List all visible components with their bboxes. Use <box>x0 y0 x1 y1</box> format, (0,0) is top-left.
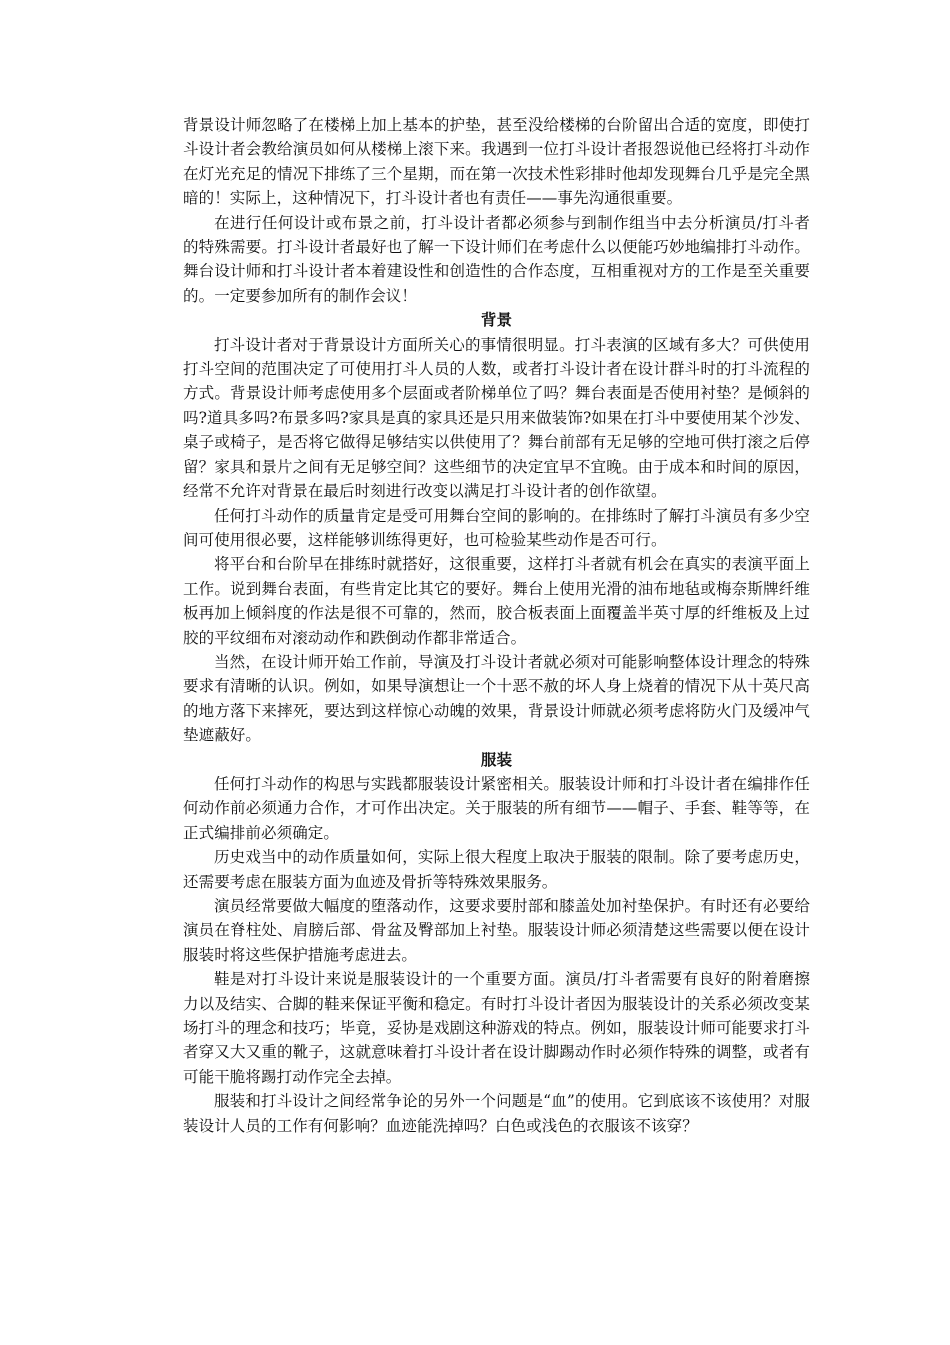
paragraph-costume-4: 鞋是对打斗设计来说是服装设计的一个重要方面。演员/打斗者需要有良好的附着磨擦力以及结实、合脚的鞋来保证平衡和稳定。有时打斗设计者因为服装设计的关系必须改变某场打斗的理念和技巧；毕竟，妥协是戏剧这种游戏的特点。例如，服装设计师可能要求打斗者穿又大又重的靴子，这就意味着打斗设计者在设计脚踢动作时必须作特殊的调整，或者有可能干脆将踢打动作完全去掉。 <box>183 970 810 1086</box>
paragraph-costume-3: 演员经常要做大幅度的堕落动作，这要求要肘部和膝盖处加衬垫保护。有时还有必要给演员在脊柱处、肩膀后部、骨盆及臀部加上衬垫。服装设计师必须清楚这些需要以便在设计服装时将这些保护措施考虑进去。 <box>183 897 810 964</box>
section-heading-costume: 服装 <box>480 750 513 769</box>
paragraph-costume-2: 历史戏当中的动作质量如何，实际上很大程度上取决于服装的限制。除了要考虑历史，还需要考虑在服装方面为血迹及骨折等特殊效果服务。 <box>183 848 810 891</box>
paragraph-background-1: 打斗设计者对于背景设计方面所关心的事情很明显。打斗表演的区域有多大？可供使用打斗空间的范围决定了可使用打斗人员的人数，或者打斗设计者在设计群斗时的打斗流程的方式。背景设计师考虑使用多个层面或者阶梯单位了吗？舞台表面是否使用衬垫？是倾斜的吗?道具多吗?布景多吗?家具是真的家具还是只用来做装饰?如果在打斗中要使用某个沙发、桌子或椅子，是否将它做得足够结实以供使用了？舞台前部有无足够的空地可供打滚之后停留？家具和景片之间有无足够空间？这些细节的决定宜早不宜晚。由于成本和时间的原因，经常不允许对背景在最后时刻进行改变以满足打斗设计者的创作欲望。 <box>183 335 810 501</box>
section-heading-background: 背景 <box>480 311 513 330</box>
paragraph-costume-5: 服装和打斗设计之间经常争论的另外一个问题是“血”的使用。它到底该不该使用？对服装设计人员的工作有何影响？血迹能洗掉吗？白色或浅色的衣服该不该穿？ <box>183 1092 810 1135</box>
paragraph-background-2: 任何打斗动作的质量肯定是受可用舞台空间的影响的。在排练时了解打斗演员有多少空间可使用很必要，这样能够训练得更好，也可检验某些动作是否可行。 <box>183 506 810 549</box>
paragraph-intro-2: 在进行任何设计或布景之前，打斗设计者都必须参与到制作组当中去分析演员/打斗者的特殊需要。打斗设计者最好也了解一下设计师们在考虑什么以便能巧妙地编排打斗动作。舞台设计师和打斗设计者本着建设性和创造性的合作态度，互相重视对方的工作是至关重要的。一定要参加所有的制作会议！ <box>183 213 810 305</box>
paragraph-costume-1: 任何打斗动作的构思与实践都服装设计紧密相关。服装设计师和打斗设计者在编排作任何动作前必须通力合作，才可作出决定。关于服装的所有细节——帽子、手套、鞋等等，在正式编排前必须确定。 <box>183 774 810 842</box>
document-body <box>183 113 810 1138</box>
paragraph-background-3: 将平台和台阶早在排练时就搭好，这很重要，这样打斗者就有机会在真实的表演平面上工作。说到舞台表面，有些肯定比其它的要好。舞台上使用光滑的油布地毡或梅奈斯牌纤维板再加上倾斜度的作法是很不可靠的，然而，胶合板表面上面覆盖半英寸厚的纤维板及上过胶的平纹细布对滚动动作和跌倒动作都非常适合。 <box>183 555 810 647</box>
paragraph-intro-1: 背景设计师忽略了在楼梯上加上基本的护垫，甚至没给楼梯的台阶留出合适的宽度，即使打斗设计者会教给演员如何从楼梯上滚下来。我遇到一位打斗设计者报怨说他已经将打斗动作在灯光充足的情况下排练了三个星期，而在第一次技术性彩排时他却发现舞台几乎是完全黑暗的！实际上，这种情况下，打斗设计者也有责任——事先沟通很重要。 <box>183 116 810 208</box>
paragraph-background-4: 当然，在设计师开始工作前，导演及打斗设计者就必须对可能影响整体设计理念的特殊要求有清晰的认识。例如，如果导演想让一个十恶不赦的坏人身上烧着的情况下从十英尺高的地方落下来摔死，要达到这样惊心动魄的效果，背景设计师就必须考虑将防火门及缓冲气垫遮蔽好。 <box>183 652 810 745</box>
